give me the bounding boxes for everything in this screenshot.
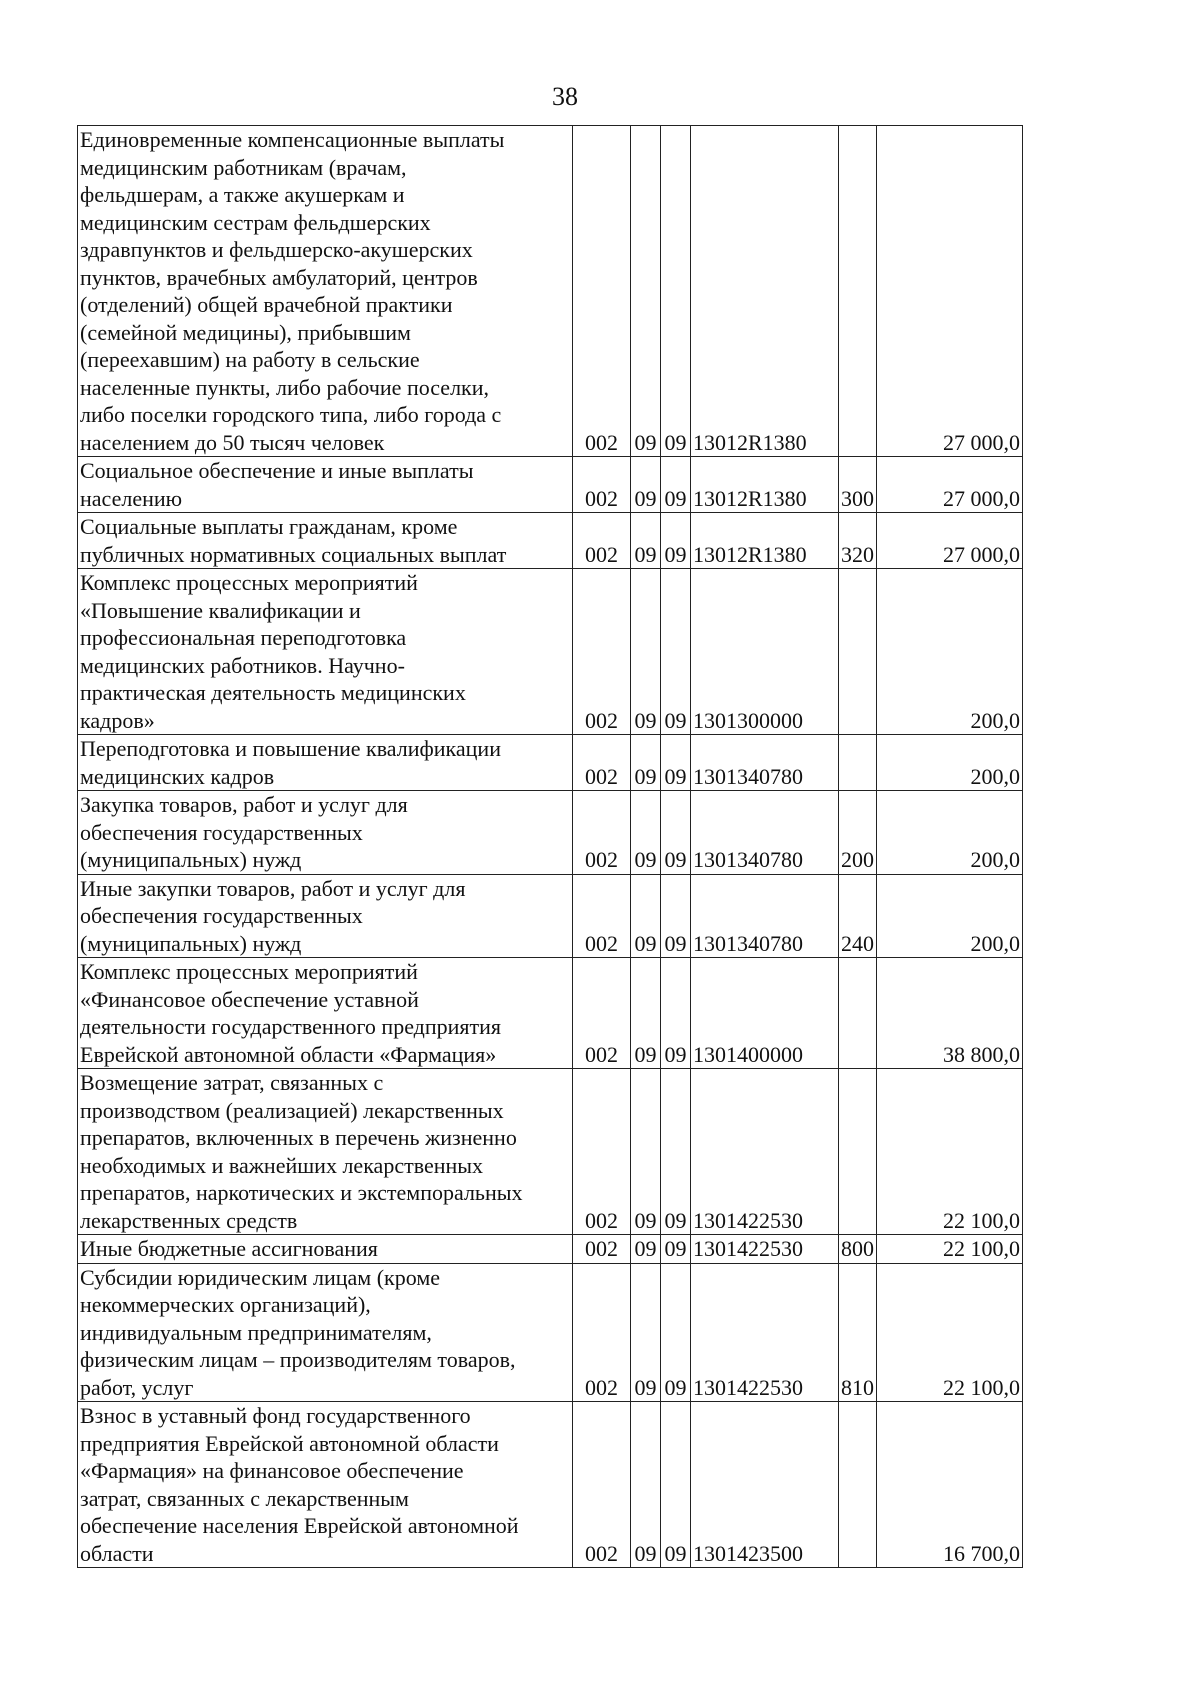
table-row (78, 1235, 1023, 1264)
table-row (78, 1402, 1023, 1568)
row-name: Комплекс процессных мероприятий «Повышение квалификации и профессиональная переподготовка медицинских работников. Научно- практическая деятельность медицинских кадров» (78, 569, 573, 735)
page-number: 38 (552, 82, 578, 111)
expense-type-code: 240 (839, 874, 877, 958)
subsection-code: 09 (661, 735, 691, 791)
expense-type-code (839, 958, 877, 1069)
ministry-code: 002 (573, 874, 631, 958)
row-name: Субсидии юридическим лицам (кроме некоммерческих организаций), индивидуальным предпринимателям, физическим лицам – производителям товаров, работ, услуг (78, 1263, 573, 1402)
expense-type-code (839, 569, 877, 735)
amount: 22 100,0 (877, 1069, 1023, 1235)
target-item-code: 1301300000 (691, 569, 839, 735)
expense-type-code: 320 (839, 513, 877, 569)
subsection-code: 09 (661, 874, 691, 958)
subsection-code: 09 (661, 1235, 691, 1264)
subsection-code: 09 (661, 791, 691, 875)
row-name: Закупка товаров, работ и услуг для обеспечения государственных (муниципальных) нужд (78, 791, 573, 875)
amount: 27 000,0 (877, 513, 1023, 569)
expense-type-code (839, 735, 877, 791)
target-item-code: 13012R1380 (691, 457, 839, 513)
table-row (78, 457, 1023, 513)
target-item-code: 1301422530 (691, 1069, 839, 1235)
table-row (78, 1069, 1023, 1235)
target-item-code: 1301400000 (691, 958, 839, 1069)
subsection-code: 09 (661, 569, 691, 735)
ministry-code: 002 (573, 126, 631, 457)
section-code: 09 (631, 791, 661, 875)
section-code: 09 (631, 126, 661, 457)
row-name: Социальное обеспечение и иные выплаты населению (78, 457, 573, 513)
row-name: Возмещение затрат, связанных с производством (реализацией) лекарственных препаратов, включенных в перечень жизненно необходимых и важнейших лекарственных препаратов, наркотических и экстемпоральных лекарственных средств (78, 1069, 573, 1235)
expense-type-code (839, 1402, 877, 1568)
subsection-code: 09 (661, 513, 691, 569)
ministry-code: 002 (573, 1069, 631, 1235)
table-row (78, 513, 1023, 569)
table-row (78, 569, 1023, 735)
section-code: 09 (631, 513, 661, 569)
target-item-code: 13012R1380 (691, 126, 839, 457)
target-item-code: 1301422530 (691, 1263, 839, 1402)
section-code: 09 (631, 874, 661, 958)
ministry-code: 002 (573, 958, 631, 1069)
section-code: 09 (631, 735, 661, 791)
subsection-code: 09 (661, 958, 691, 1069)
target-item-code: 1301340780 (691, 874, 839, 958)
table-row (78, 735, 1023, 791)
ministry-code: 002 (573, 1263, 631, 1402)
section-code: 09 (631, 958, 661, 1069)
subsection-code: 09 (661, 126, 691, 457)
table-row (78, 1263, 1023, 1402)
expense-type-code (839, 1069, 877, 1235)
amount: 16 700,0 (877, 1402, 1023, 1568)
section-code: 09 (631, 569, 661, 735)
row-name: Единовременные компенсационные выплаты медицинским работникам (врачам, фельдшерам, а также акушеркам и медицинским сестрам фельдшерских здравпунктов и фельдшерско-акушерских пунктов, врачебных амбулаторий, центров (отделений) общей врачебной практики (семейной медицины), прибывшим (переехавшим) на работу в сельские населенные пункты, либо рабочие поселки, либо поселки городского типа, либо города с населением до 50 тысяч человек (78, 126, 573, 457)
subsection-code: 09 (661, 1263, 691, 1402)
ministry-code: 002 (573, 569, 631, 735)
amount: 22 100,0 (877, 1235, 1023, 1264)
amount: 27 000,0 (877, 126, 1023, 457)
ministry-code: 002 (573, 735, 631, 791)
table-row (78, 791, 1023, 875)
section-code: 09 (631, 1402, 661, 1568)
expense-type-code: 200 (839, 791, 877, 875)
amount: 22 100,0 (877, 1263, 1023, 1402)
table-row (78, 126, 1023, 457)
row-name: Иные закупки товаров, работ и услуг для обеспечения государственных (муниципальных) нужд (78, 874, 573, 958)
table-body (78, 126, 1023, 1568)
amount: 200,0 (877, 874, 1023, 958)
amount: 38 800,0 (877, 958, 1023, 1069)
target-item-code: 13012R1380 (691, 513, 839, 569)
row-name: Переподготовка и повышение квалификации медицинских кадров (78, 735, 573, 791)
row-name: Иные бюджетные ассигнования (78, 1235, 573, 1264)
section-code: 09 (631, 1069, 661, 1235)
expense-type-code: 300 (839, 457, 877, 513)
row-name: Комплекс процессных мероприятий «Финансовое обеспечение уставной деятельности государственного предприятия Еврейской автономной области «Фармация» (78, 958, 573, 1069)
row-name: Социальные выплаты гражданам, кроме публичных нормативных социальных выплат (78, 513, 573, 569)
table-row (78, 958, 1023, 1069)
section-code: 09 (631, 1235, 661, 1264)
amount: 200,0 (877, 735, 1023, 791)
target-item-code: 1301340780 (691, 791, 839, 875)
target-item-code: 1301423500 (691, 1402, 839, 1568)
ministry-code: 002 (573, 457, 631, 513)
ministry-code: 002 (573, 791, 631, 875)
expense-type-code: 810 (839, 1263, 877, 1402)
target-item-code: 1301340780 (691, 735, 839, 791)
row-name: Взнос в уставный фонд государственного предприятия Еврейской автономной области «Фармация» на финансовое обеспечение затрат, связанных с лекарственным обеспечение населения Еврейской автономной области (78, 1402, 573, 1568)
subsection-code: 09 (661, 1402, 691, 1568)
section-code: 09 (631, 1263, 661, 1402)
budget-table (77, 125, 1023, 1568)
expense-type-code: 800 (839, 1235, 877, 1264)
expense-type-code (839, 126, 877, 457)
amount: 27 000,0 (877, 457, 1023, 513)
target-item-code: 1301422530 (691, 1235, 839, 1264)
subsection-code: 09 (661, 1069, 691, 1235)
section-code: 09 (631, 457, 661, 513)
ministry-code: 002 (573, 513, 631, 569)
table-row (78, 874, 1023, 958)
ministry-code: 002 (573, 1235, 631, 1264)
ministry-code: 002 (573, 1402, 631, 1568)
amount: 200,0 (877, 569, 1023, 735)
amount: 200,0 (877, 791, 1023, 875)
subsection-code: 09 (661, 457, 691, 513)
